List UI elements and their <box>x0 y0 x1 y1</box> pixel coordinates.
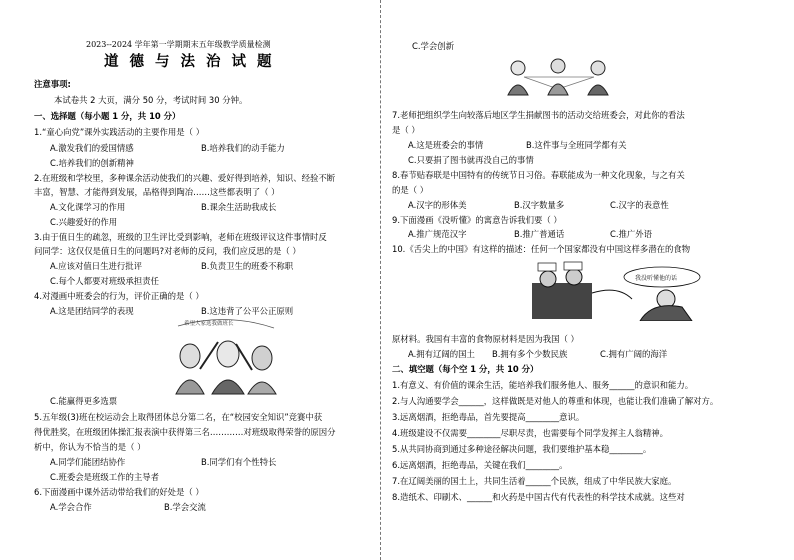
option-text: B.负责卫生的班委不称职 <box>201 261 294 271</box>
notice-heading: 注意事项: <box>34 79 71 89</box>
option-text: C.班委会是班级工作的主导者 <box>50 472 160 482</box>
option-text: C.只要捐了图书就再没自己的事情 <box>408 155 534 165</box>
fill-section-heading: 二、填空题（每个空 1 分，共 10 分） <box>392 364 539 374</box>
fill-question-text: 3.远离烟酒，拒绝毒品，首先要提高________意识。 <box>392 412 585 422</box>
fill-question-text: 2.与人沟通要学会______，这样做既是对他人的尊重和体现，也能让我们准确了解对方。 <box>392 396 719 406</box>
option-text: A.拥有辽阔的国土 <box>408 349 475 359</box>
option-text: B.学会交流 <box>164 502 206 512</box>
cartoon-caption: 希望大家选我做班长 <box>184 321 234 327</box>
option-text: B.同学们有个性特长 <box>201 457 277 467</box>
question-text: 得优胜奖，在班级团体操汇报表演中获得第三名…………对班级取得荣誉的原因分 <box>34 427 336 437</box>
left-column <box>34 0 369 560</box>
column-divider <box>380 0 381 560</box>
option-text: C.拥有广阔的海洋 <box>600 349 668 359</box>
question-text: 7.老师把组织学生向较落后地区学生捐献图书的活动交给班委会，对此你的看法 <box>392 110 685 120</box>
question-text: 6.下面漫画中课外活动带给我们的好处是（ ） <box>34 487 204 497</box>
option-text: B.推广普通话 <box>514 229 565 239</box>
question-text: 是（ ） <box>392 125 420 135</box>
question-text: 的是（ ） <box>392 185 429 195</box>
question-text: 2.在班级和学校里，多种课余活动使我们的兴趣、爱好得到培养，知识、经验不断 <box>34 173 336 183</box>
question-text: 原材料。我国有丰富的食物原材料是因为我国（ ） <box>392 334 579 344</box>
question-text: 3.由于值日生的疏忽，班级的卫生评比受到影响，老师在班级评议这件事情时反 <box>34 232 327 242</box>
option-text: B.课余生活助我成长 <box>201 202 277 212</box>
option-text: C.推广外语 <box>610 229 653 239</box>
option-text: A.同学们能团结协作 <box>50 457 126 467</box>
question-text: 问同学：这仅仅是值日生的问题吗?对老师的反问，我们应反思的是（ ） <box>34 246 301 256</box>
question-text: 10.《舌尖上的中国》有这样的描述：任何一个国家都没有中国这样多潜在的食物 <box>392 244 691 254</box>
cartoon-vote-image <box>156 314 291 396</box>
option-text: B.汉字数量多 <box>514 200 565 210</box>
option-text: A.这是班委会的事情 <box>408 140 484 150</box>
option-text: C.学会创新 <box>412 41 455 51</box>
fill-question-text: 8.造纸术、印刷术、______和火药是中国古代有代表性的科学技术成就。这些对 <box>392 492 685 502</box>
question-text: 5.五年级(3)班在校运动会上取得团体总分第二名，在“校园安全知识”竞赛中获 <box>34 412 323 422</box>
choice-section-heading: 一、选择题（每小题 1 分，共 10 分） <box>34 111 181 121</box>
question-text: 9.下面漫画《没听懂》的寓意告诉我们要（ ） <box>392 215 562 225</box>
fill-question-text: 5.从共同协商到通过多种途径解决问题，我们要维护基本稳________。 <box>392 444 652 454</box>
option-text: C.汉字的表意性 <box>610 200 669 210</box>
question-text: 析中，你认为不恰当的是（ ） <box>34 442 146 452</box>
option-text: C.兴趣爱好的作用 <box>50 217 118 227</box>
option-text: B.这件事与全班同学都有关 <box>526 140 627 150</box>
question-text: 8.春节贴春联是中国特有的传统节日习俗。春联能成为一种文化现象，与之有关 <box>392 170 685 180</box>
option-text: A.推广规范汉字 <box>408 229 467 239</box>
option-text: B.这违背了公平公正原则 <box>201 306 294 316</box>
option-text: A.激发我们的爱国情感 <box>50 143 134 153</box>
option-text: C.每个人都要对班级承担责任 <box>50 276 160 286</box>
notice-body: 本试卷共 2 大页，满分 50 分，考试时间 30 分钟。 <box>54 95 248 105</box>
exam-header-line: 2023--2024 学年第一学期期末五年级教学质量检测 <box>86 40 271 49</box>
fill-question-text: 1.有意义、有价值的课余生活，能培养我们服务他人、服务______的意识和能力。 <box>392 380 694 390</box>
fill-question-text: 6.远离烟酒，拒绝毒品，关键在我们________。 <box>392 460 568 470</box>
cartoon-not-understood-image <box>532 259 712 321</box>
option-text: C.培养我们的创新精神 <box>50 158 134 168</box>
option-text: A.文化课学习的作用 <box>50 202 126 212</box>
speech-bubble-text: 我没听懂他的话 <box>635 275 678 282</box>
cartoon-activity-image <box>498 55 620 97</box>
option-text: B.拥有多个少数民族 <box>492 349 568 359</box>
question-text: 丰富，智慧、才能得到发展，品格得到陶冶……这些都表明了（ ） <box>34 187 280 197</box>
fill-question-text: 4.班级建设不仅需要________尽职尽责，也需要每个同学发挥主人翁精神。 <box>392 428 668 438</box>
question-text: 4.对漫画中班委会的行为，评价正确的是（ ） <box>34 291 204 301</box>
option-text: C.能赢得更多选票 <box>50 396 118 406</box>
question-text: 1.“童心向党”课外实践活动的主要作用是（ ） <box>34 127 205 137</box>
option-text: A.汉字的形体美 <box>408 200 467 210</box>
fill-question-text: 7.在辽阔美丽的国土上，共同生活着______个民族，组成了中华民族大家庭。 <box>392 476 677 486</box>
option-text: A.应该对值日生进行批评 <box>50 261 142 271</box>
option-text: B.培养我们的动手能力 <box>201 143 285 153</box>
right-column <box>392 0 732 560</box>
exam-title: 道德与法治试题 <box>104 53 283 70</box>
option-text: A.学会合作 <box>50 502 92 512</box>
option-text: A.这是团结同学的表现 <box>50 306 134 316</box>
